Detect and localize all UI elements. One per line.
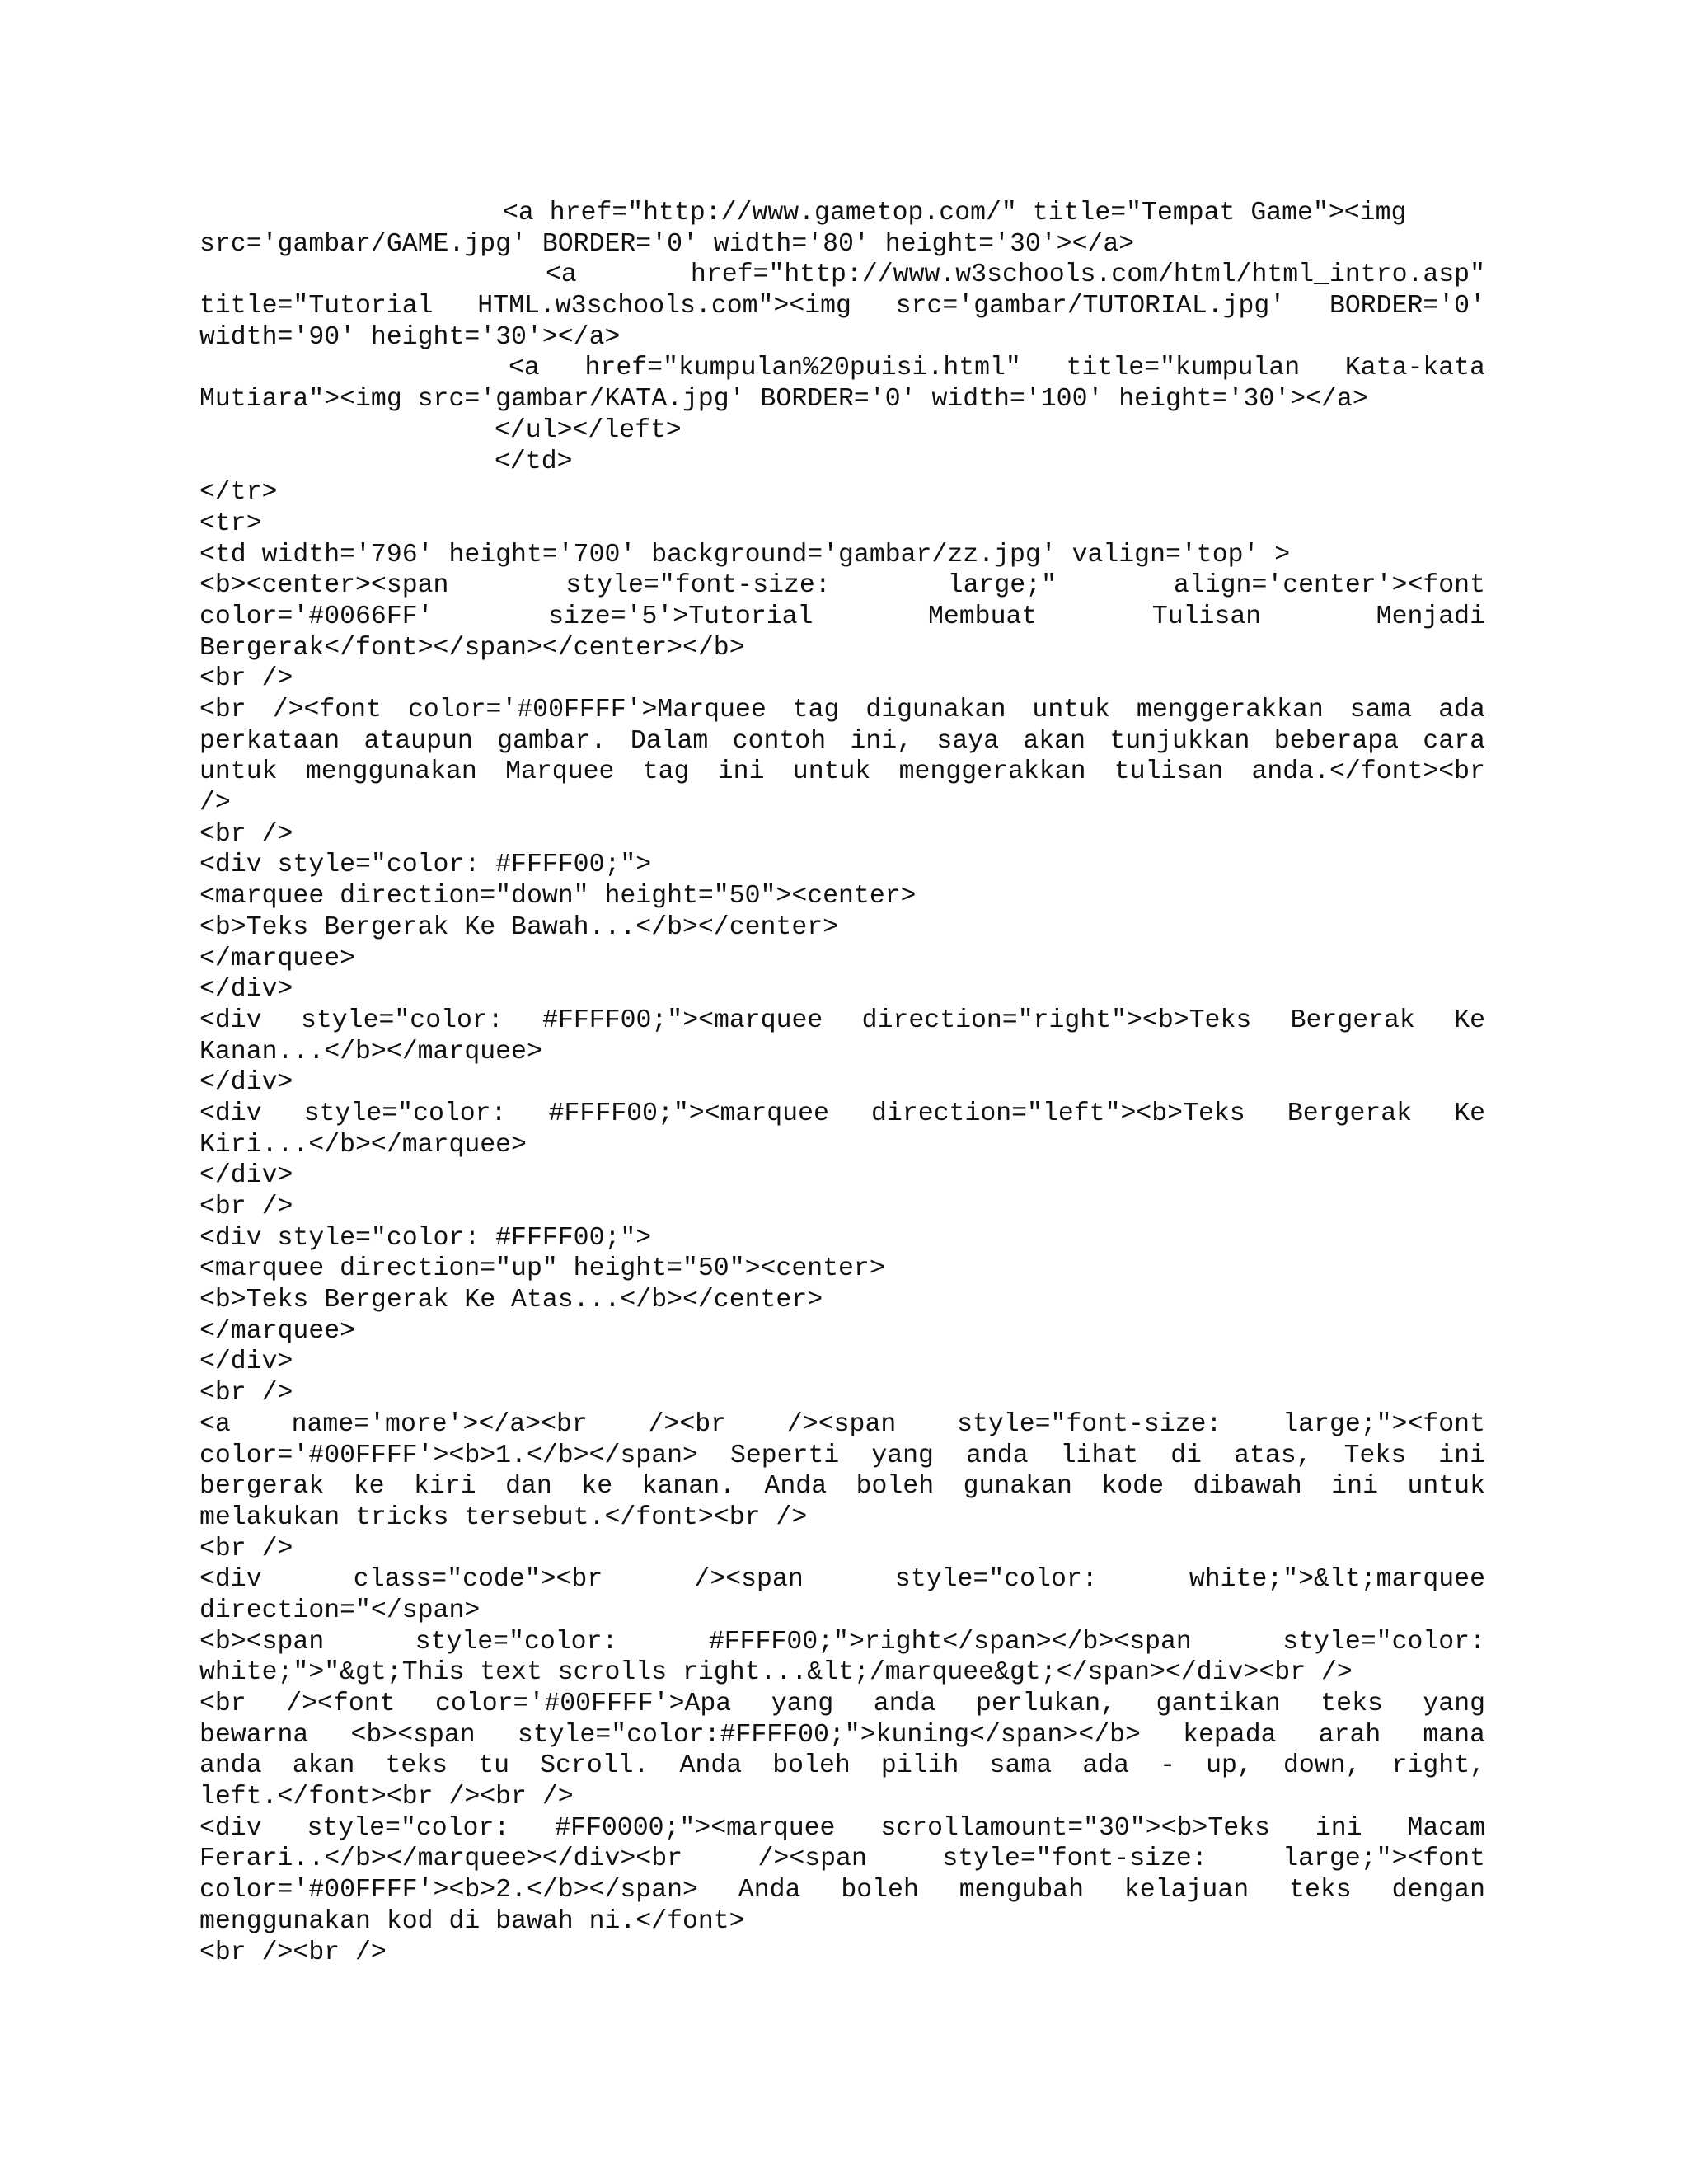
- code-line: <b>Teks Bergerak Ke Bawah...</b></center>: [199, 912, 839, 942]
- code-line: color='#0066FF' size='5'>Tutorial Membuat Tulisan Menjadi: [199, 602, 1485, 631]
- code-line: </div>: [199, 1161, 293, 1191]
- code-line: white;">"&gt;This text scrolls right...&lt;/marquee&gt;</span></div><br />: [199, 1658, 1353, 1688]
- code-line: <br />: [199, 1534, 293, 1563]
- code-line: <div class="code"><br /><span style="color: white;">&lt;marquee: [199, 1565, 1485, 1595]
- code-line: title="Tutorial HTML.w3schools.com"><img src='gambar/TUTORIAL.jpg' BORDER='0': [199, 292, 1485, 321]
- code-line: Bergerak</font></span></center></b>: [199, 633, 745, 663]
- code-line: <b><span style="color: #FFFF00;">right</span></b><span style="color:: [199, 1627, 1485, 1657]
- code-line: <br />: [199, 664, 293, 694]
- code-line: <br />: [199, 1379, 293, 1408]
- code-line: anda akan teks tu Scroll. Anda boleh pilih sama ada - up, down, right,: [199, 1751, 1485, 1781]
- code-line: <a href="kumpulan%20puisi.html" title="kumpulan Kata-kata: [509, 354, 1485, 383]
- code-line: </ul></left>: [495, 415, 682, 445]
- code-line: bewarna <b><span style="color:#FFFF00;">kuning</span></b> kepada arah mana: [199, 1720, 1485, 1750]
- code-line: Kiri...</b></marquee>: [199, 1130, 527, 1160]
- code-line: Ferari..</b></marquee></div><br /><span style="font-size: large;"><font: [199, 1844, 1485, 1874]
- code-line: left.</font><br /><br />: [199, 1783, 574, 1812]
- code-listing: [199, 198, 1485, 1968]
- code-line: <tr>: [199, 509, 262, 538]
- code-line: <marquee direction="up" height="50"><center>: [199, 1254, 885, 1284]
- code-line: <br /><font color='#00FFFF'>Marquee tag digunakan untuk menggerakkan sama ada: [199, 696, 1485, 724]
- code-line: <div style="color: #FFFF00;"><marquee direction="left"><b>Teks Bergerak Ke: [199, 1099, 1485, 1128]
- code-line: <div style="color: #FFFF00;">: [199, 1223, 652, 1253]
- code-line: </div>: [199, 1347, 293, 1377]
- code-line: <div style="color: #FFFF00;">: [199, 851, 652, 880]
- code-line: <b><center><span style="font-size: large;" align='center'><font: [199, 571, 1485, 601]
- code-line: Kanan...</b></marquee>: [199, 1037, 542, 1066]
- code-line: color='#00FFFF'><b>1.</b></span> Seperti yang anda lihat di atas, Teks ini: [199, 1441, 1485, 1470]
- code-line: <a href="http://www.gametop.com/" title="Tempat Game"><img: [503, 199, 1407, 227]
- code-line: <div style="color: #FFFF00;"><marquee direction="right"><b>Teks Bergerak Ke: [199, 1005, 1485, 1035]
- code-line: <marquee direction="down" height="50"><center>: [199, 882, 917, 912]
- code-line: <br />: [199, 819, 293, 849]
- code-line: </marquee>: [199, 944, 356, 973]
- code-line: </td>: [495, 447, 573, 476]
- code-line: </tr>: [199, 478, 278, 508]
- code-line: </div>: [199, 975, 293, 1005]
- code-line: perkataan ataupun gambar. Dalam contoh ini, saya akan tunjukkan beberapa cara: [199, 726, 1485, 756]
- code-line: <br />: [199, 1193, 293, 1221]
- code-line: color='#00FFFF'><b>2.</b></span> Anda boleh mengubah kelajuan teks dengan: [199, 1876, 1485, 1905]
- code-line: untuk menggunakan Marquee tag ini untuk menggerakkan tulisan anda.</font><br: [199, 757, 1485, 787]
- code-line: </div>: [199, 1068, 293, 1098]
- code-line: src='gambar/GAME.jpg' BORDER='0' width='80' height='30'></a>: [199, 229, 1135, 259]
- code-line: bergerak ke kiri dan ke kanan. Anda boleh gunakan kode dibawah ini untuk: [199, 1472, 1485, 1502]
- code-line: width='90' height='30'></a>: [199, 322, 621, 352]
- code-line: />: [199, 789, 231, 818]
- code-line: </marquee>: [199, 1316, 356, 1346]
- code-line: melakukan tricks tersebut.</font><br />: [199, 1502, 808, 1532]
- code-line: <td width='796' height='700' background='gambar/zz.jpg' valign='top' >: [199, 540, 1291, 569]
- code-line: <a href="http://www.w3schools.com/html/html_intro.asp": [546, 260, 1485, 290]
- code-line: <div style="color: #FF0000;"><marquee scrollamount="30"><b>Teks ini Macam: [199, 1813, 1485, 1843]
- code-line: <br /><br />: [199, 1938, 387, 1967]
- code-line: Mutiara"><img src='gambar/KATA.jpg' BORDER='0' width='100' height='30'></a>: [199, 385, 1368, 415]
- code-line: <a name='more'></a><br /><br /><span style="font-size: large;"><font: [199, 1409, 1485, 1439]
- code-line: direction="</span>: [199, 1596, 481, 1625]
- code-line: menggunakan kod di bawah ni.</font>: [199, 1906, 745, 1936]
- code-line: <br /><font color='#00FFFF'>Apa yang anda perlukan, gantikan teks yang: [199, 1690, 1485, 1718]
- code-line: <b>Teks Bergerak Ke Atas...</b></center>: [199, 1286, 823, 1315]
